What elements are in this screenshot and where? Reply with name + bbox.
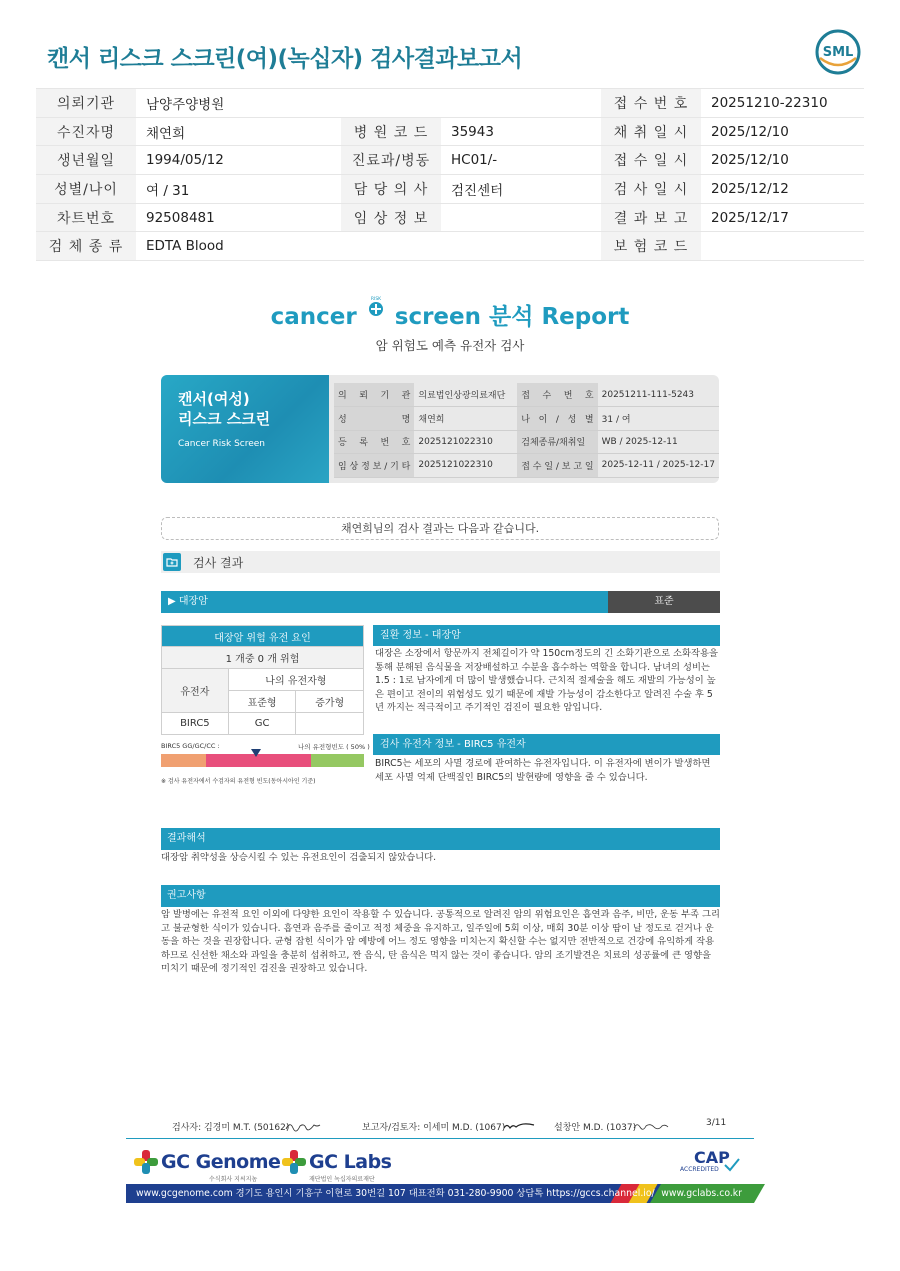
signature-examiner bbox=[284, 1119, 322, 1133]
info-value: 여 / 31 bbox=[136, 175, 341, 204]
increased-genotype-value bbox=[296, 713, 364, 735]
folder-plus-icon bbox=[163, 553, 181, 571]
banner-title-line1: 캔서(여성) bbox=[178, 390, 250, 408]
banner-title-en: Cancer Risk Screen bbox=[178, 439, 266, 449]
banner-info-table bbox=[334, 383, 719, 478]
signer-reporter: 보고자/검토자: 이세미 M.D. (1067) bbox=[362, 1123, 506, 1133]
gc-genome-subtext: 수식회사 지씨지놈 bbox=[209, 1176, 258, 1183]
gene-info-header: 검사 유전자 정보 - BIRC5 유전자 bbox=[373, 734, 720, 755]
scale-right-label: 나의 유전형빈도 ( 50% ) bbox=[298, 743, 370, 751]
info-label: 결 과 보 고 bbox=[601, 203, 701, 232]
standard-type-header: 표준형 bbox=[228, 691, 296, 713]
interpretation-header: 결과해석 bbox=[161, 828, 720, 850]
info-empty-cell bbox=[341, 89, 441, 118]
scale-footnote: ※ 검사 유전자에서 수검자의 유전형 빈도(동아시아인 기준) bbox=[161, 778, 316, 785]
info-value: 2025/12/12 bbox=[701, 175, 864, 204]
info-value: 35943 bbox=[441, 117, 601, 146]
banner-value: 의료법인상광의료재단 bbox=[414, 383, 517, 407]
banner-value: 31 / 여 bbox=[598, 407, 719, 431]
banner-value: 채연희 bbox=[414, 407, 517, 431]
disease-info-text: 대장은 소장에서 항문까지 전체길이가 약 150cm정도의 긴 소화기관으로 소화작용을 통해 분해된 음식물을 저장배설하고 수분을 흡수하는 역할을 합니다. 남녀의 성비는 1.5 : 1로 남자에게 더 많이 발생했습니다. 근치적 절제술을 해도 재발의 가능성이 높은 편이고 전이의 위험성도 있기 때문에 재발 가능성이 감소한다고 알려진 수술 후 5년 까지는 적극적이고 주기적인 검진이 필요한 암입니다. bbox=[375, 648, 718, 713]
info-label: 담 당 의 사 bbox=[341, 175, 441, 204]
banner-value: 2025121022310 bbox=[414, 454, 517, 478]
info-label: 성별/나이 bbox=[36, 175, 136, 204]
info-value: HC01/- bbox=[441, 146, 601, 175]
info-value bbox=[441, 203, 601, 232]
info-value: 1994/05/12 bbox=[136, 146, 341, 175]
gene-name: BIRC5 bbox=[162, 713, 229, 735]
info-label: 병 원 코 드 bbox=[341, 117, 441, 146]
signature-reviewer bbox=[632, 1119, 670, 1133]
info-label: 차트번호 bbox=[36, 203, 136, 232]
banner-label: 접 수 일 / 보 고 일 bbox=[517, 454, 597, 478]
gene-info-text: BIRC5는 세포의 사멸 경로에 관여하는 유전자입니다. 이 유전자에 변이가 발생하면 세포 사멸 억제 단백질인 BIRC5의 발현량에 영향을 줄 수 있습니다. bbox=[375, 758, 711, 783]
checkmark-icon bbox=[724, 1158, 740, 1172]
banner-label: 등 록 번 호 bbox=[334, 430, 414, 454]
my-genotype-header: 나의 유전자형 bbox=[228, 669, 363, 691]
patient-banner bbox=[161, 375, 719, 483]
banner-row bbox=[334, 407, 719, 431]
document-title: 캔서 리스크 스크린(여)(녹십자) 검사결과보고서 bbox=[47, 46, 523, 72]
banner-row bbox=[334, 430, 719, 454]
info-value: 검진센터 bbox=[441, 175, 601, 204]
banner-label: 접 수 번 호 bbox=[517, 383, 597, 407]
page-number: 3/11 bbox=[706, 1118, 727, 1128]
gene-factor-table bbox=[161, 625, 364, 735]
info-value: 20251210-22310 bbox=[701, 89, 864, 118]
report-title-report: 분석 Report bbox=[489, 304, 630, 330]
banner-label: 검체종류/채취일 bbox=[517, 430, 597, 454]
gene-risk-count: 1 개중 0 개 위험 bbox=[162, 647, 364, 669]
advice-header: 권고사항 bbox=[161, 885, 720, 907]
signer-examiner: 검사자: 김경미 M.T. (50162) bbox=[172, 1123, 290, 1133]
report-title-screen: screen bbox=[394, 304, 481, 330]
sml-logo-text: SML bbox=[822, 45, 854, 60]
footer-divider bbox=[126, 1138, 754, 1139]
banner-value: 2025-12-11 / 2025-12-17 bbox=[598, 454, 719, 478]
info-label: 접 수 번 호 bbox=[601, 89, 701, 118]
info-value: 채연희 bbox=[136, 117, 341, 146]
info-row bbox=[36, 117, 864, 146]
info-row bbox=[36, 146, 864, 175]
section-header bbox=[161, 551, 720, 573]
gc-labs-text: GC Labs bbox=[309, 1151, 392, 1173]
cancer-type-bar: ▶ 대장암 bbox=[161, 591, 608, 613]
report-subtitle: 암 위험도 예측 유전자 검사 bbox=[375, 338, 525, 353]
cap-subtext: ACCREDITED bbox=[680, 1166, 719, 1173]
info-label: 임 상 정 보 bbox=[341, 203, 441, 232]
section-title: 검사 결과 bbox=[193, 556, 244, 570]
info-value: 2025/12/10 bbox=[701, 146, 864, 175]
sml-logo bbox=[814, 28, 862, 76]
footer-contact[interactable]: www.gcgenome.com 경기도 용인시 기흥구 이현로 30번길 107 대표전화 031-280-9900 상담톡 https://gccs.channel.io/ bbox=[136, 1188, 655, 1199]
cap-text: CAP bbox=[694, 1148, 730, 1167]
info-label: 채 취 일 시 bbox=[601, 117, 701, 146]
signature-reporter bbox=[502, 1119, 536, 1133]
banner-row bbox=[334, 454, 719, 478]
info-label: 접 수 일 시 bbox=[601, 146, 701, 175]
gc-genome-text: GC Genome bbox=[161, 1151, 281, 1173]
info-value bbox=[701, 232, 864, 261]
banner-row bbox=[334, 383, 719, 407]
info-value: 2025/12/10 bbox=[701, 117, 864, 146]
info-row bbox=[36, 232, 864, 261]
increased-type-header: 증가형 bbox=[296, 691, 364, 713]
scale-segment-low bbox=[161, 754, 206, 767]
info-row bbox=[36, 203, 864, 232]
result-greeting: 채연희님의 검사 결과는 다음과 같습니다. bbox=[161, 517, 719, 540]
info-empty-cell bbox=[341, 232, 441, 261]
banner-label: 임 상 정 보 / 기 타 bbox=[334, 454, 414, 478]
banner-value: WB / 2025-12-11 bbox=[598, 430, 719, 454]
advice-text: 암 발병에는 유전적 요인 이외에 다양한 요인이 작용할 수 있습니다. 공통적으로 알려진 암의 위험요인은 흡연과 음주, 비만, 운동 부족 그리고 불균형한 식이가 있습니다. 흡연과 음주를 줄이고 적정 체중을 유지하고, 일주일에 5회 이상, 매회 30분 이상 땀이 날 정도로 걷거나 운동을 하는 것을 권장합니다. 균형 잡힌 식이가 암 예방에 어느 정도 영향을 미치는지 확신할 수는 없지만 전반적으로 건강에 유익하게 작용하므로 신선한 채소와 과일을 충분히 섭취하고, 짠 음식, 탄 음식은 먹지 않는 것이 좋습니다. 암의 조기발견은 치료의 성공률에 큰 영향을 미치기 때문에 정기적인 검진을 권장하고 있습니다. bbox=[161, 909, 720, 974]
banner-label: 의 뢰 기 관 bbox=[334, 383, 414, 407]
gc-labs-subtext: 재단법인 녹십자의료재단 bbox=[309, 1176, 375, 1183]
info-row bbox=[36, 175, 864, 204]
info-row bbox=[36, 89, 864, 118]
info-label: 수진자명 bbox=[36, 117, 136, 146]
banner-label: 나 이 / 성 별 bbox=[517, 407, 597, 431]
cancer-risk-status: 표준 bbox=[608, 591, 720, 613]
scale-segment-high bbox=[311, 754, 364, 767]
patient-info-table bbox=[36, 88, 864, 261]
scale-left-label: BIRC5 GG/GC/CC : bbox=[161, 742, 220, 750]
info-value: 92508481 bbox=[136, 203, 341, 232]
banner-title-block bbox=[161, 375, 329, 483]
info-value: 남양주양병원 bbox=[136, 89, 341, 118]
signer-reviewer: 설창안 M.D. (1037) bbox=[554, 1123, 637, 1133]
info-value: EDTA Blood bbox=[136, 232, 341, 261]
risk-target-icon bbox=[365, 296, 387, 318]
info-label: 의뢰기관 bbox=[36, 89, 136, 118]
footer-website[interactable]: www.gclabs.co.kr bbox=[661, 1188, 742, 1199]
standard-genotype-value: GC bbox=[228, 713, 296, 735]
report-title bbox=[0, 298, 900, 331]
banner-label: 성 명 bbox=[334, 407, 414, 431]
info-label: 검 사 일 시 bbox=[601, 175, 701, 204]
banner-value: 2025121022310 bbox=[414, 430, 517, 454]
info-label: 검 체 종 류 bbox=[36, 232, 136, 261]
gene-table-title: 대장암 위험 유전 요인 bbox=[162, 626, 364, 647]
genotype-position-marker bbox=[251, 749, 261, 757]
info-label: 진료과/병동 bbox=[341, 146, 441, 175]
report-title-cancer: cancer bbox=[270, 304, 357, 330]
info-value: 2025/12/17 bbox=[701, 203, 864, 232]
info-label: 생년월일 bbox=[36, 146, 136, 175]
info-label: 보 험 코 드 bbox=[601, 232, 701, 261]
banner-value: 20251211-111-5243 bbox=[598, 383, 719, 407]
info-value bbox=[441, 89, 601, 118]
footer-bar bbox=[126, 1184, 754, 1203]
genotype-frequency-bar bbox=[161, 754, 364, 767]
info-value bbox=[441, 232, 601, 261]
disease-info-header: 질환 정보 - 대장암 bbox=[373, 625, 720, 646]
gene-col-header: 유전자 bbox=[162, 669, 229, 713]
risk-label: RISK bbox=[370, 297, 382, 302]
interpretation-text: 대장암 취약성을 상승시킬 수 있는 유전요인이 검출되지 않았습니다. bbox=[161, 852, 437, 863]
banner-title-line2: 리스크 스크린 bbox=[178, 410, 271, 428]
